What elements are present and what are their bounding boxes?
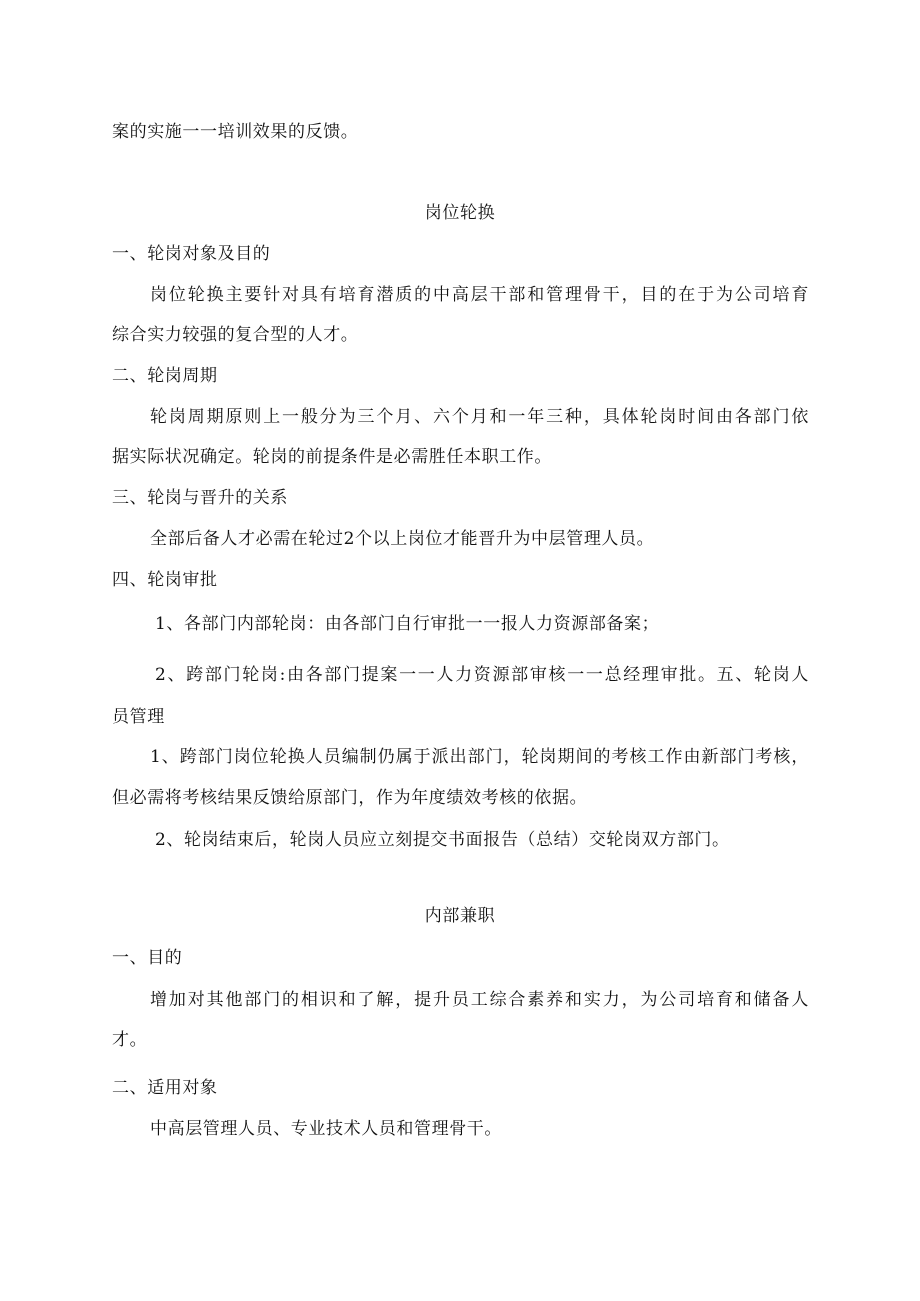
paragraph-line: 但必需将考核结果反馈给原部门，作为年度绩效考核的依据。 xyxy=(112,788,588,808)
section-title-job-rotation: 岗位轮换 xyxy=(424,203,496,223)
list-item: 2、轮岗结束后，轮岗人员应立刻提交书面报告（总结）交轮岗双方部门。 xyxy=(155,830,730,850)
paragraph-line: 据实际状况确定。轮岗的前提条件是必需胜任本职工作。 xyxy=(112,447,552,467)
heading-rotation-targets: 一、轮岗对象及目的 xyxy=(112,244,271,264)
list-item: 1、各部门内部轮岗：由各部门自行审批一一报人力资源部备案； xyxy=(155,614,660,634)
paragraph-line: 员管理 xyxy=(112,707,165,727)
paragraph-line: 中高层管理人员、专业技术人员和管理骨干。 xyxy=(150,1119,502,1139)
heading-applicable-targets: 二、适用对象 xyxy=(112,1078,218,1098)
paragraph-line: 轮岗周期原则上一般分为三个月、六个月和一年三种，具体轮岗时间由各部门依 xyxy=(150,407,809,427)
intro-line: 案的实施一一培训效果的反馈。 xyxy=(112,122,359,142)
section-title-internal-parttime: 内部兼职 xyxy=(424,906,496,926)
paragraph-line: 全部后备人才必需在轮过2个以上岗位才能晋升为中层管理人员。 xyxy=(150,529,655,549)
heading-rotation-promotion: 三、轮岗与晋升的关系 xyxy=(112,488,288,508)
paragraph-line: 综合实力较强的复合型的人才。 xyxy=(112,325,359,345)
list-item: 1、跨部门岗位轮换人员编制仍属于派出部门，轮岗期间的考核工作由新部门考核， xyxy=(150,747,809,767)
list-item: 2、跨部门轮岗:由各部门提案一一人力资源部审核一一总经理审批。五、轮岗人 xyxy=(155,665,809,685)
paragraph-line: 岗位轮换主要针对具有培育潜质的中高层干部和管理骨干，目的在于为公司培育 xyxy=(150,285,809,305)
heading-rotation-cycle: 二、轮岗周期 xyxy=(112,366,218,386)
paragraph-line: 增加对其他部门的相识和了解，提升员工综合素养和实力，为公司培育和储备人 xyxy=(150,990,809,1010)
paragraph-line: 才。 xyxy=(112,1030,148,1050)
heading-rotation-approval: 四、轮岗审批 xyxy=(112,570,218,590)
heading-purpose: 一、目的 xyxy=(112,948,183,968)
